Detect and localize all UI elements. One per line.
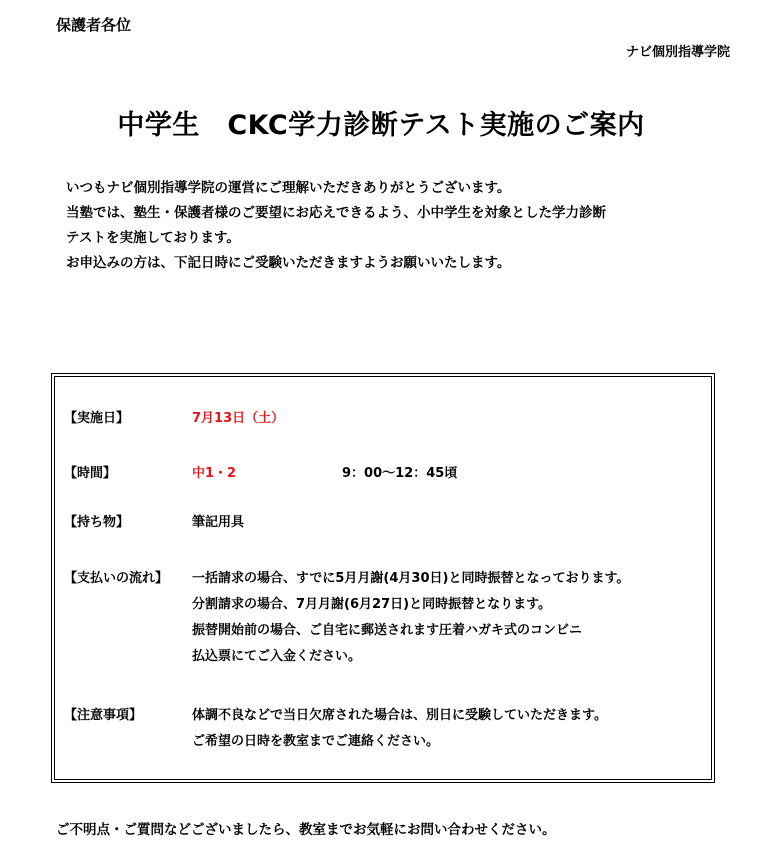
details-box <box>51 373 715 783</box>
date-value: 7月13日（土） <box>192 411 285 426</box>
payment-line: 振替開始前の場合、ご自宅に郵送されます圧着ハガキ式のコンビニ <box>192 623 583 638</box>
notes-label: 【注意事項】 <box>64 708 143 723</box>
notes-line: 体調不良などで当日欠席された場合は、別日に受験していただきます。 <box>192 708 607 723</box>
recipient: 保護者各位 <box>56 16 132 34</box>
items-label: 【持ち物】 <box>64 515 130 530</box>
closing-line: ご不明点・ご質問などございましたら、教室までお気軽にお問い合わせください。 <box>56 822 556 838</box>
payment-line: 分割請求の場合、7月月謝(6月27日)と同時振替となります。 <box>192 597 552 612</box>
notes-line: ご希望の日時を教室までご連絡ください。 <box>192 734 440 749</box>
intro-line: 当塾では、塾生・保護者様のご要望にお応えできるよう、小中学生を対象とした学力診断 <box>66 205 606 221</box>
items-value: 筆記用具 <box>192 515 245 530</box>
payment-line: 一括請求の場合、すでに5月月謝(4月30日)と同時振替となっております。 <box>192 571 630 586</box>
payment-line: 払込票にてご入金ください。 <box>192 649 362 664</box>
sender: ナビ個別指導学院 <box>625 45 730 60</box>
payment-text <box>192 566 629 670</box>
notes-text <box>192 703 607 755</box>
document-title: 中学生 CKC学力診断テスト実施のご案内 <box>117 110 645 141</box>
intro-line: お申込みの方は、下記日時にご受験いただきますようお願いいたします。 <box>66 255 511 271</box>
intro-line: いつもナビ個別指導学院の運営にご理解いただきありがとうございます。 <box>66 180 511 196</box>
date-label: 【実施日】 <box>64 411 130 426</box>
time-hours: 9：00～12：45頃 <box>342 466 458 481</box>
time-grade: 中1・2 <box>192 466 237 481</box>
intro-line: テストを実施しております。 <box>66 230 240 246</box>
time-label: 【時間】 <box>64 466 117 481</box>
payment-label: 【支払いの流れ】 <box>64 571 169 586</box>
intro-paragraph <box>66 176 606 276</box>
